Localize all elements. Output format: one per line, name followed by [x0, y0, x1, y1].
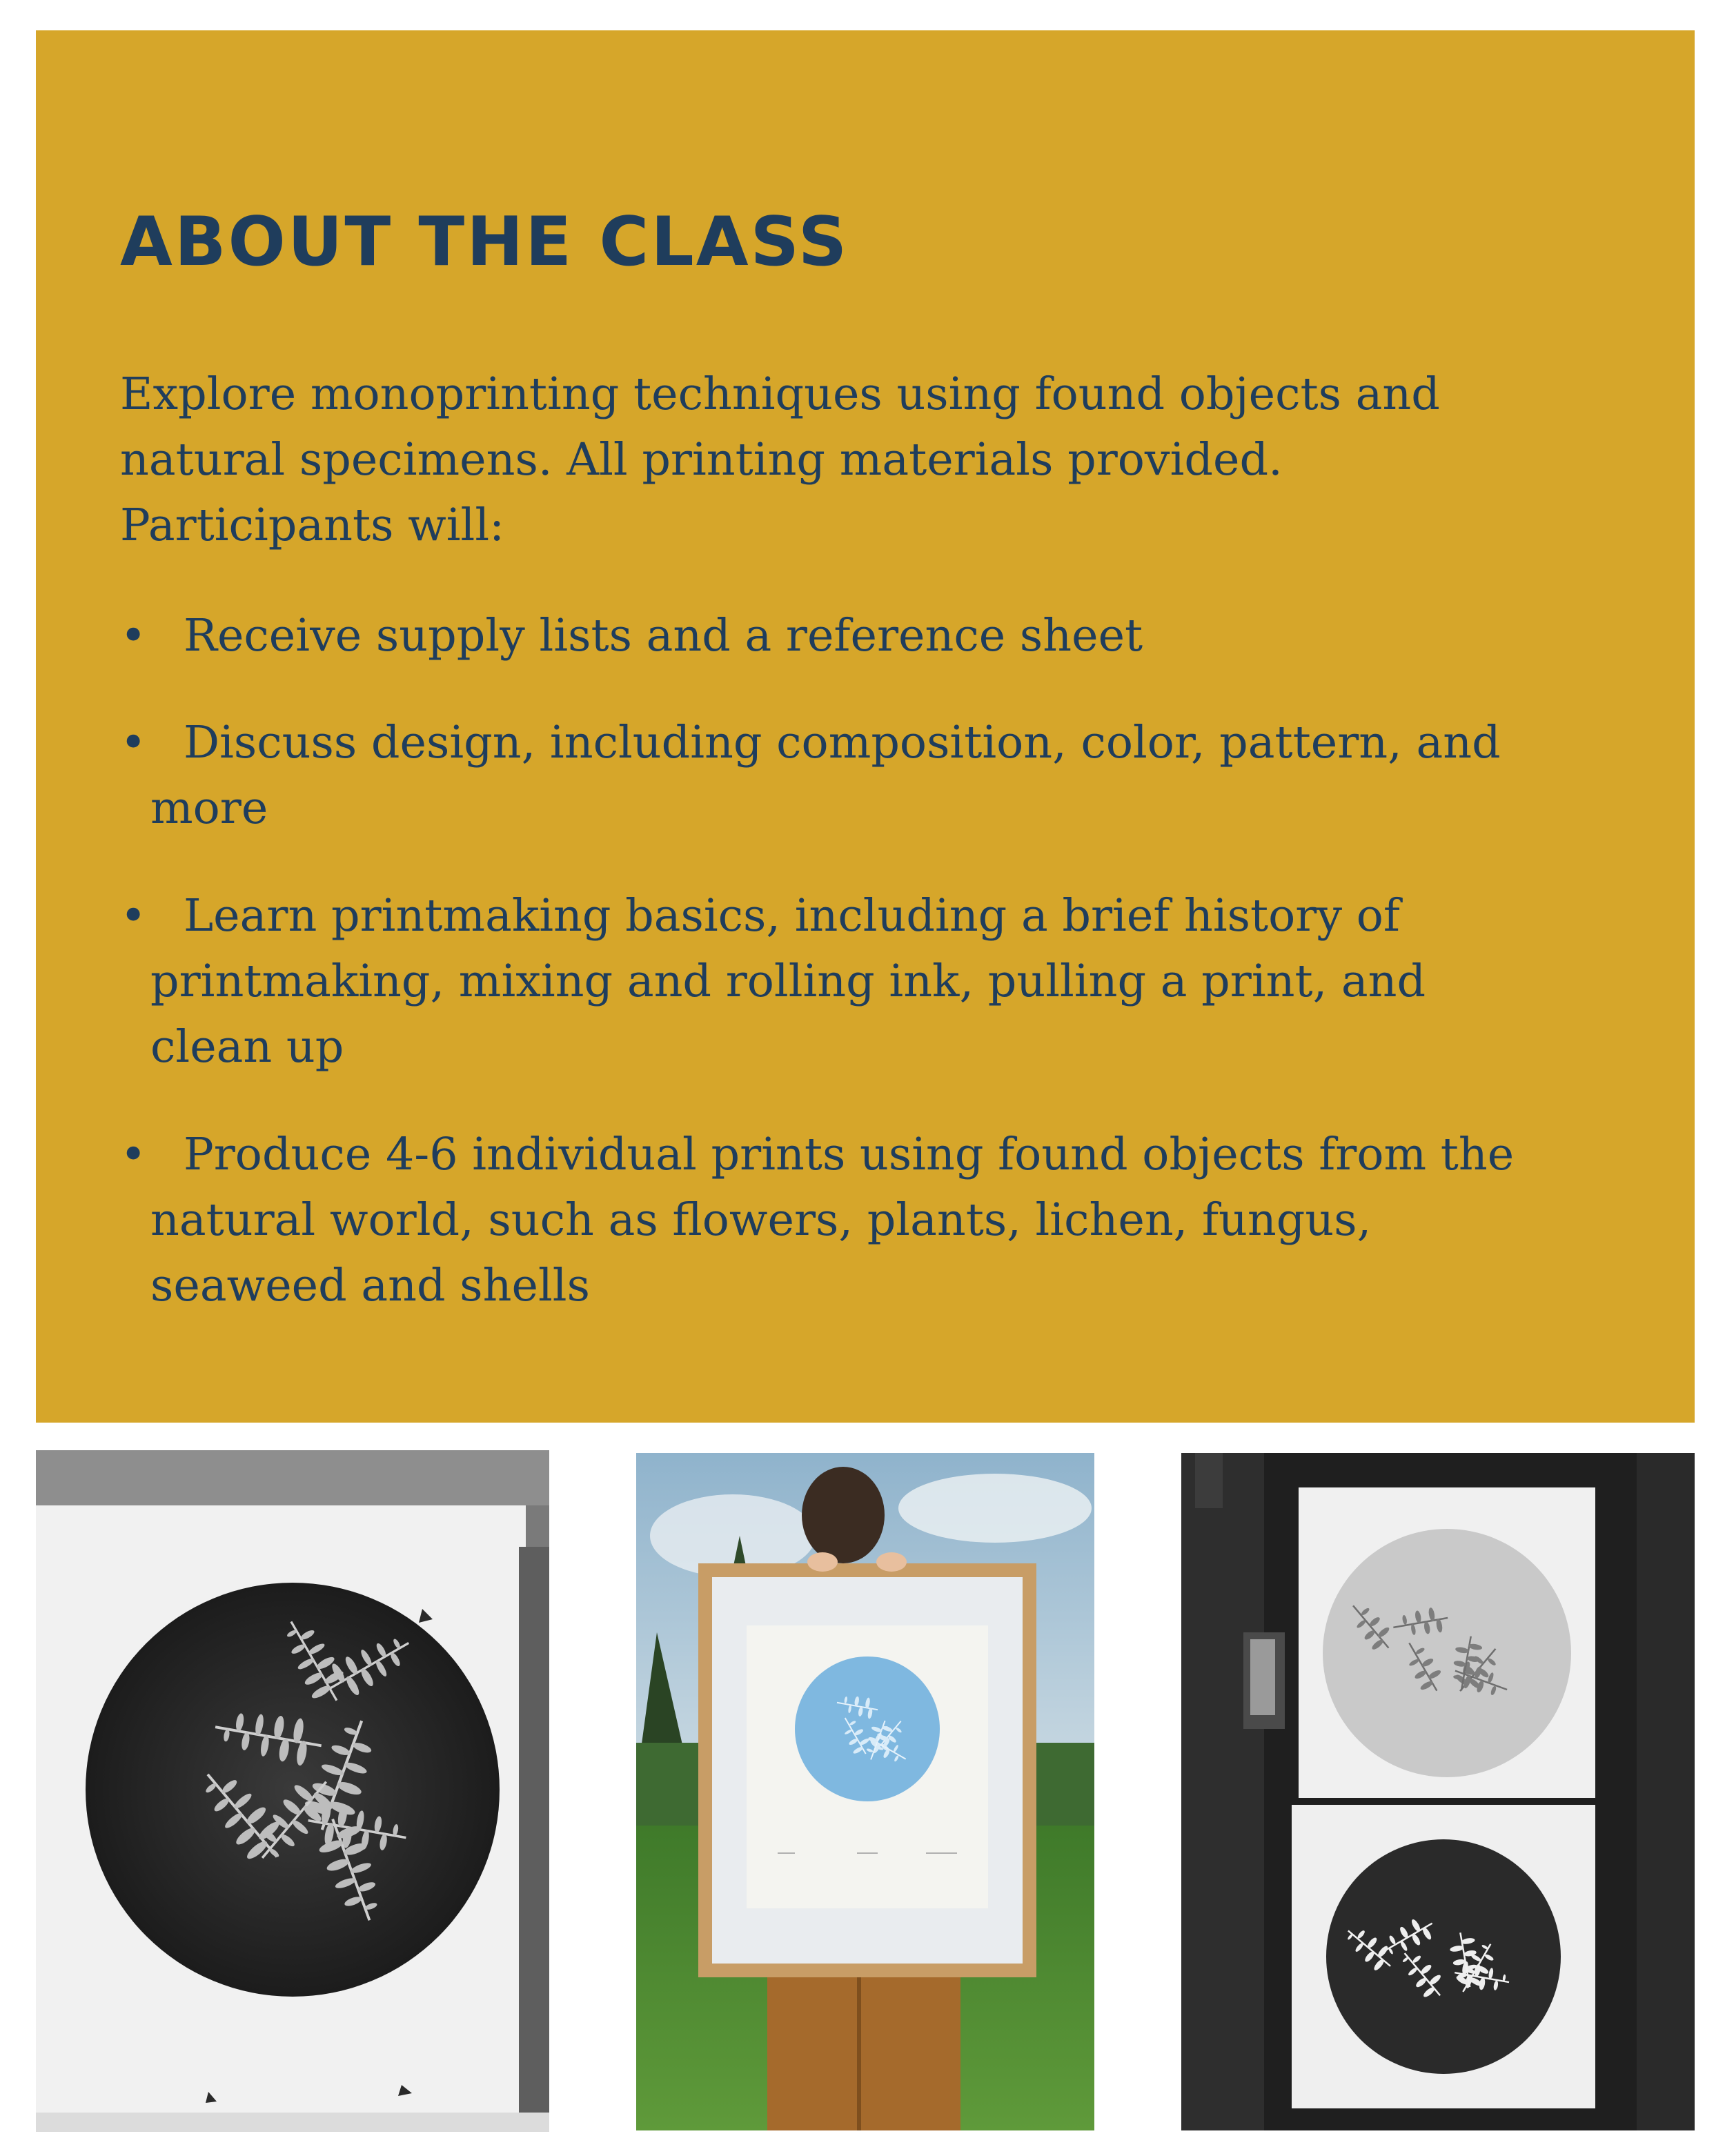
bullet-dot: •	[120, 717, 147, 769]
about-panel	[36, 30, 1695, 1423]
list-item-text: Learn printmaking basics, including a brief history of	[184, 890, 1400, 942]
page-title: ABOUT THE CLASS	[120, 203, 849, 281]
framed-blue-print-photo	[636, 1453, 1094, 2130]
list-item-text: clean up	[150, 1021, 344, 1073]
intro-line: Explore monoprinting techniques using found objects and	[120, 368, 1440, 420]
list-item	[120, 883, 1638, 1080]
list-item-text: natural world, such as flowers, plants, lichen, fungus,	[150, 1194, 1372, 1246]
two-prints-illustration	[1181, 1453, 1695, 2130]
list-item-text: Produce 4-6 individual prints using found objects from the	[184, 1129, 1515, 1180]
black-fern-print-photo	[36, 1450, 549, 2132]
list-item-text: seaweed and shells	[150, 1260, 590, 1312]
list-item-text: printmaking, mixing and rolling ink, pulling a print, and	[150, 956, 1426, 1007]
bullet-dot: •	[120, 1129, 147, 1180]
intro-line: natural specimens. All printing materials provided.	[120, 434, 1283, 486]
two-prints-on-wall-photo	[1181, 1453, 1695, 2130]
list-item	[120, 710, 1638, 841]
list-item-text: Discuss design, including composition, color, pattern, and	[184, 717, 1501, 769]
bullet-list	[120, 30, 1638, 1423]
fern-print-illustration	[36, 1450, 549, 2132]
bullet-dot: •	[120, 610, 147, 662]
intro-line: Participants will:	[120, 500, 505, 551]
list-item	[120, 603, 1638, 669]
framed-print-illustration	[636, 1453, 1094, 2130]
list-item	[120, 1122, 1638, 1318]
list-item-text: Receive supply lists and a reference sheet	[184, 610, 1143, 662]
bullet-dot: •	[120, 890, 147, 942]
list-item-text: more	[150, 782, 268, 834]
